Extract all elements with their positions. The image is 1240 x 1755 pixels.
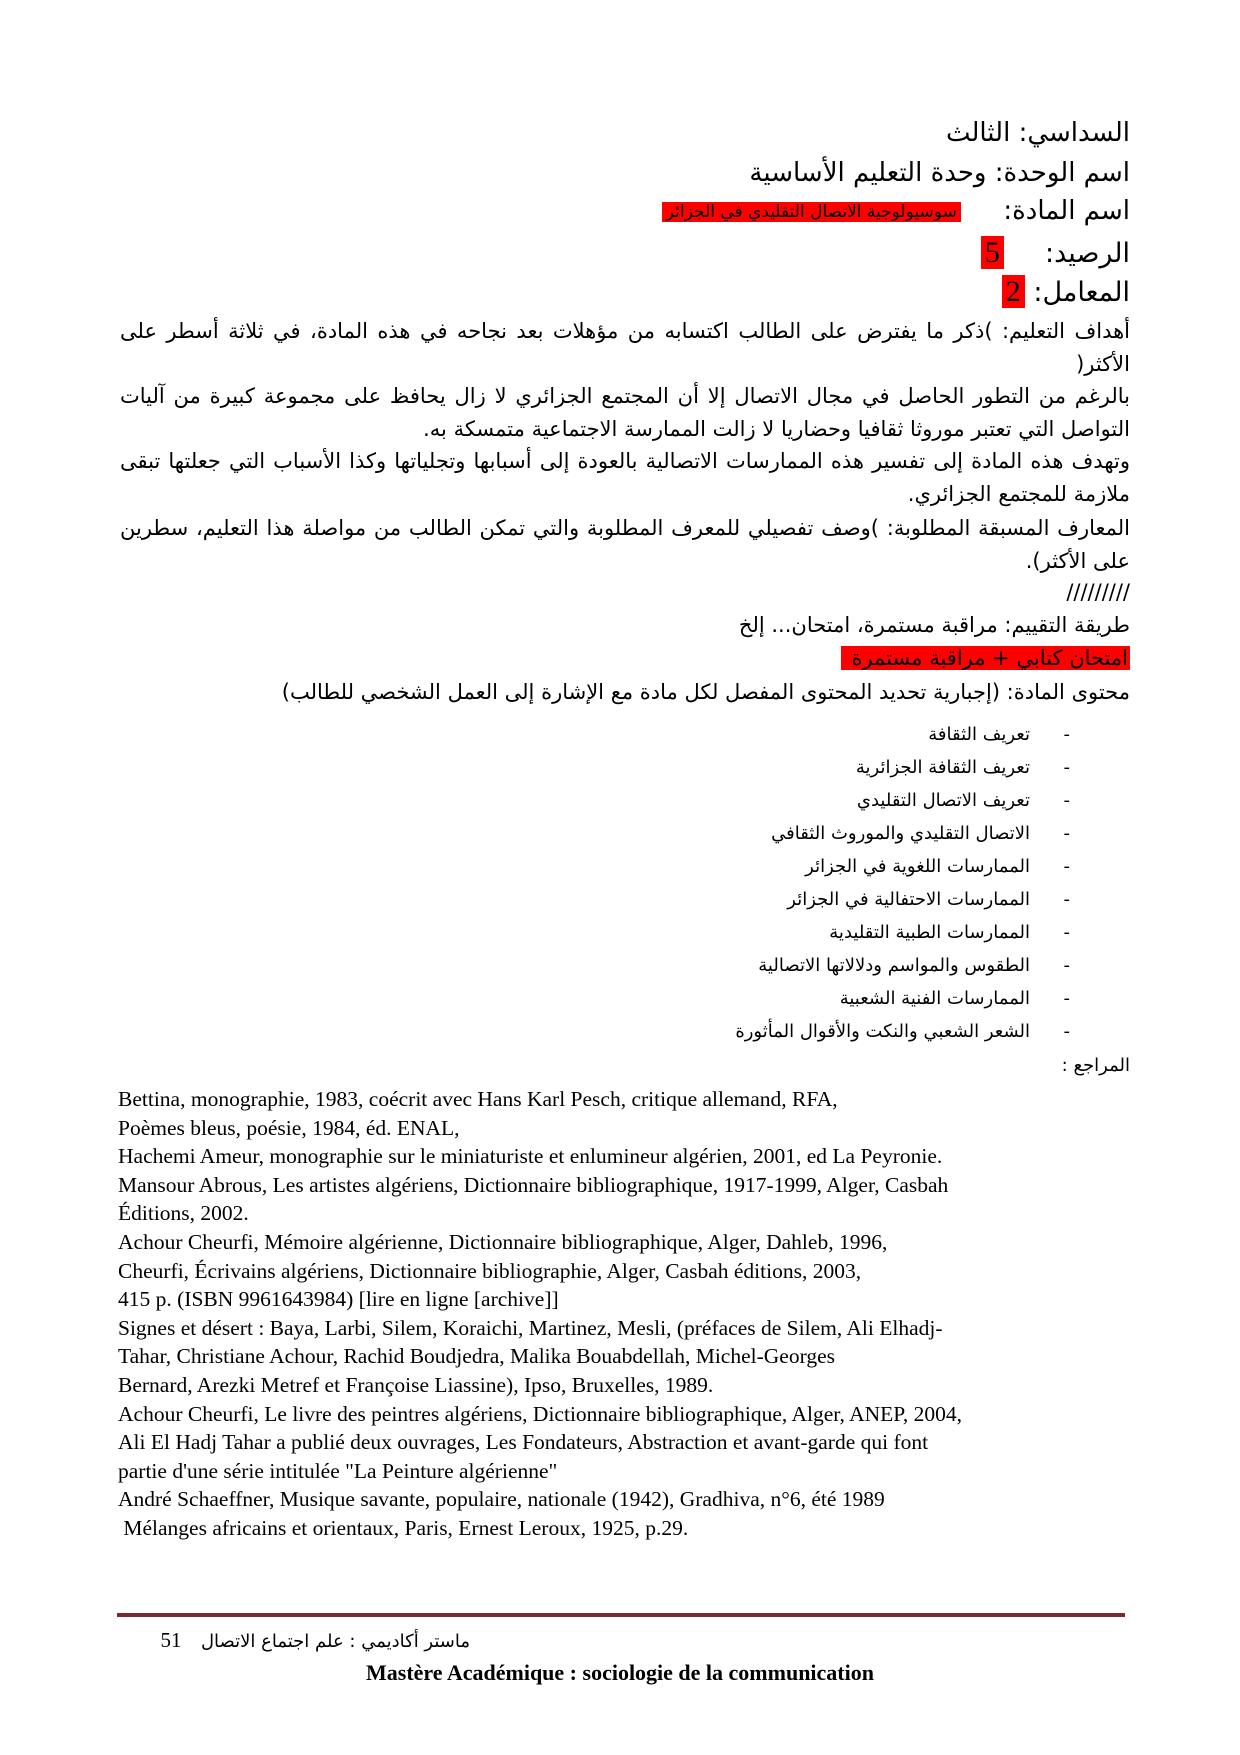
coefficient-label: المعامل: — [1033, 277, 1130, 308]
list-item: - الممارسات الاحتفالية في الجزائر — [787, 889, 1070, 910]
subject-value: سوسيولوجية الاتصال التقليدي في الجزائر — [662, 202, 961, 222]
reference-line: Achour Cheurfi, Le livre des peintres algériens, Dictionnaire bibliographique, Alger, ANEP, 2004, — [118, 1401, 963, 1426]
references-label: المراجع : — [1061, 1055, 1130, 1076]
list-item: - الطقوس والمواسم ودلالاتها الاتصالية — [758, 955, 1070, 976]
reference-line: Signes et désert : Baya, Larbi, Silem, Koraichi, Martinez, Mesli, (préfaces de Silem, Ali Elhadj- — [118, 1315, 943, 1340]
reference-line: Poèmes bleus, poésie, 1984, éd. ENAL, — [118, 1115, 460, 1140]
list-item: - تعريف الثقافة — [928, 724, 1070, 745]
prerequisites-value: ///////// — [1066, 580, 1130, 604]
list-item: - تعريف الثقافة الجزائرية — [855, 757, 1070, 778]
footer-arabic-line — [160, 1628, 470, 1653]
objectives-paragraph-1: بالرغم من التطور الحاصل في مجال الاتصال إلا أن المجتمع الجزائري لا زال يحافظ على مجموعة كبيرة من آليات التواصل التي تعتبر موروثا ثقافيا وحضاريا لا زالت الممارسة الاجتماعية متمسكة به. — [120, 384, 1130, 441]
reference-line: 415 p. (ISBN 9961643984) [lire en ligne [archive]] — [118, 1287, 559, 1312]
list-item: - تعريف الاتصال التقليدي — [856, 790, 1070, 811]
reference-line: André Schaeffner, Musique savante, populaire, nationale (1942), Gradhiva, n°6, été 1989 — [118, 1487, 885, 1512]
semester-text: السداسي: الثالث — [945, 118, 1130, 148]
footer-arabic-text: ماستر أكاديمي : علم اجتماع الاتصال — [200, 1631, 470, 1652]
objectives-heading: أهداف التعليم: )ذكر ما يفترض على الطالب اكتسابه من مؤهلات بعد نجاحه في هذه المادة، في ثلاثة أسطر على الأكثر( — [120, 319, 1130, 376]
evaluation-value: امتحان كتابي + مراقبة مستمرة — [841, 646, 1130, 670]
reference-line: Éditions, 2002. — [118, 1201, 249, 1226]
subject-line — [120, 196, 1130, 226]
credit-value: 5 — [981, 236, 1004, 269]
list-item: - الممارسات الطبية التقليدية — [829, 922, 1070, 943]
content-list — [735, 718, 1070, 1048]
references-list — [118, 1085, 1108, 1543]
coefficient-line — [120, 275, 1130, 309]
evaluation-value-line — [120, 646, 1130, 670]
prerequisites-heading: المعارف المسبقة المطلوبة: )وصف تفصيلي للمعرف المطلوبة والتي تمكن الطالب من مواصلة هذا التعليم، سطرين على الأكثر). — [120, 516, 1130, 573]
reference-line: Mansour Abrous, Les artistes algériens, Dictionnaire bibliographique, 1917-1999, Alger, Casbah — [118, 1172, 949, 1197]
reference-line: partie d'une série intitulée "La Peinture algérienne" — [118, 1458, 558, 1483]
footer-french-title: Mastère Académique : sociologie de la communication — [366, 1660, 874, 1685]
list-item: - الشعر الشعبي والنكت والأقوال المأثورة — [735, 1021, 1070, 1042]
footer-divider — [117, 1613, 1125, 1617]
page-number: 51 — [160, 1628, 182, 1652]
subject-label: اسم المادة: — [1003, 196, 1130, 226]
reference-line: Bettina, monographie, 1983, coécrit avec Hans Karl Pesch, critique allemand, RFA, — [118, 1087, 838, 1111]
reference-line: Tahar, Christiane Achour, Rachid Boudjedra, Malika Bouabdellah, Michel-Georges — [118, 1344, 836, 1369]
list-item: - الممارسات الفنية الشعبية — [839, 988, 1070, 1009]
unit-text: اسم الوحدة: وحدة التعليم الأساسية — [749, 158, 1130, 188]
evaluation-label: طريقة التقييم: مراقبة مستمرة، امتحان... إلخ — [738, 613, 1130, 637]
list-item: - الاتصال التقليدي والموروث الثقافي — [771, 823, 1070, 844]
semester-line — [120, 118, 1130, 148]
credit-label: الرصيد: — [1045, 238, 1130, 269]
objectives-paragraph-2: وتهدف هذه المادة إلى تفسير هذه الممارسات الاتصالية بالعودة إلى أسبابها وتجلياتها وكذا الأسباب التي جعلتها تبقى ملازمة للمجتمع الجزائري. — [120, 449, 1130, 506]
content-label: محتوى المادة: (إجبارية تحديد المحتوى المفصل لكل مادة مع الإشارة إلى العمل الشخصي للطالب) — [281, 680, 1130, 704]
coefficient-value: 2 — [1002, 275, 1025, 308]
reference-line: Hachemi Ameur, monographie sur le miniaturiste et enlumineur algérien, 2001, ed La Peyronie. — [118, 1144, 943, 1169]
reference-line: Cheurfi, Écrivains algériens, Dictionnaire bibliographie, Alger, Casbah éditions, 2003, — [118, 1258, 862, 1283]
reference-line: Achour Cheurfi, Mémoire algérienne, Dictionnaire bibliographique, Alger, Dahleb, 1996, — [118, 1229, 888, 1254]
unit-line — [120, 158, 1130, 188]
credit-line — [120, 236, 1130, 270]
reference-line: Mélanges africains et orientaux, Paris, Ernest Leroux, 1925, p.29. — [118, 1515, 689, 1540]
reference-line: Ali El Hadj Tahar a publié deux ouvrages, Les Fondateurs, Abstraction et avant-garde qui font — [118, 1430, 929, 1455]
list-item: - الممارسات اللغوية في الجزائر — [805, 856, 1070, 877]
reference-line: Bernard, Arezki Metref et Françoise Liassine), Ipso, Bruxelles, 1989. — [118, 1372, 714, 1397]
